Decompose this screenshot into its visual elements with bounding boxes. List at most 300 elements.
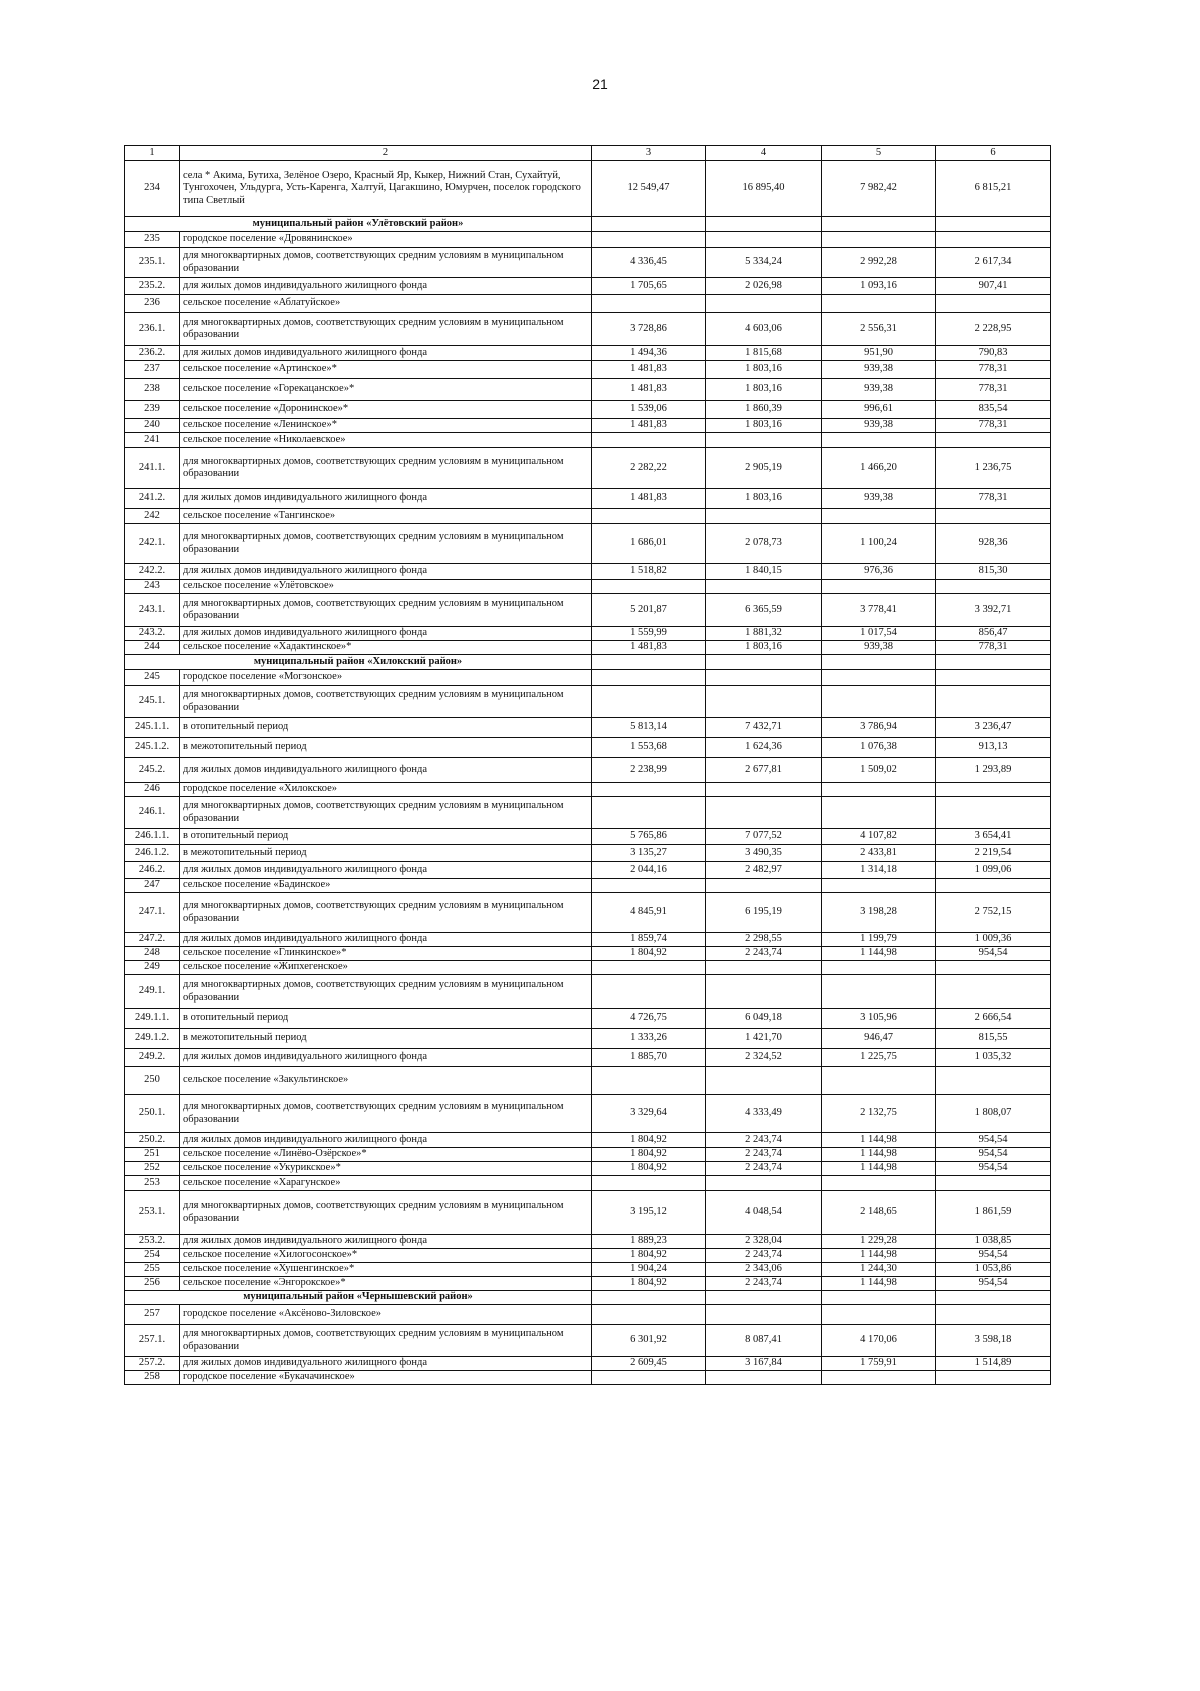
value-cell-col4 (706, 1305, 822, 1325)
table-row (125, 627, 1051, 641)
table-row (125, 295, 1051, 313)
row-number: 256 (125, 1277, 180, 1291)
row-number: 235.2. (125, 278, 180, 295)
value-cell-col4 (706, 879, 822, 893)
value-cell-col6: 2 752,15 (936, 893, 1051, 933)
row-number: 239 (125, 401, 180, 419)
row-description: для многоквартирных домов, соответствующих средним условиям в муниципальном образовании (180, 1095, 592, 1133)
row-number: 245.1.2. (125, 738, 180, 758)
value-cell-col6 (936, 670, 1051, 686)
value-cell-col3: 2 044,16 (592, 862, 706, 879)
value-cell-col4: 1 803,16 (706, 489, 822, 509)
value-cell-col6: 778,31 (936, 641, 1051, 655)
value-cell-col3: 2 282,22 (592, 448, 706, 489)
value-cell-col4: 4 048,54 (706, 1191, 822, 1235)
row-number: 247 (125, 879, 180, 893)
empty-cell (822, 217, 936, 232)
row-number: 247.2. (125, 933, 180, 947)
table-row (125, 1249, 1051, 1263)
value-cell-col4 (706, 961, 822, 975)
value-cell-col5 (822, 670, 936, 686)
value-cell-col3: 1 518,82 (592, 564, 706, 580)
value-cell-col5: 4 170,06 (822, 1325, 936, 1357)
value-cell-col5: 946,47 (822, 1029, 936, 1049)
value-cell-col4: 2 482,97 (706, 862, 822, 879)
value-cell-col5: 1 144,98 (822, 1277, 936, 1291)
value-cell-col6 (936, 580, 1051, 594)
value-cell-col3: 3 329,64 (592, 1095, 706, 1133)
tariff-table (124, 145, 1051, 1385)
table-row (125, 1176, 1051, 1191)
value-cell-col5: 1 314,18 (822, 862, 936, 879)
value-cell-col3 (592, 670, 706, 686)
value-cell-col3: 12 549,47 (592, 161, 706, 217)
value-cell-col4: 3 167,84 (706, 1357, 822, 1371)
value-cell-col6 (936, 509, 1051, 524)
value-cell-col6: 2 617,34 (936, 248, 1051, 278)
value-cell-col4: 2 243,74 (706, 1133, 822, 1148)
value-cell-col4: 2 243,74 (706, 1162, 822, 1176)
row-number: 242 (125, 509, 180, 524)
value-cell-col6: 1 808,07 (936, 1095, 1051, 1133)
value-cell-col3: 1 804,92 (592, 1249, 706, 1263)
section-title: муниципальный район «Чернышевский район» (125, 1291, 592, 1305)
row-description: для многоквартирных домов, соответствующих средним условиям в муниципальном образовании (180, 1325, 592, 1357)
value-cell-col5 (822, 975, 936, 1009)
value-cell-col5: 1 017,54 (822, 627, 936, 641)
value-cell-col4 (706, 1067, 822, 1095)
table-row (125, 419, 1051, 433)
value-cell-col4: 1 881,32 (706, 627, 822, 641)
value-cell-col5 (822, 232, 936, 248)
value-cell-col6: 2 666,54 (936, 1009, 1051, 1029)
row-description: городское поселение «Букачачинское» (180, 1371, 592, 1385)
row-number: 257.1. (125, 1325, 180, 1357)
row-description: сельское поселение «Хадактинское»* (180, 641, 592, 655)
value-cell-col3: 4 845,91 (592, 893, 706, 933)
value-cell-col5: 1 144,98 (822, 1249, 936, 1263)
value-cell-col3: 2 238,99 (592, 758, 706, 783)
row-description: сельское поселение «Артинское»* (180, 361, 592, 379)
row-description: для многоквартирных домов, соответствующих средним условиям в муниципальном образовании (180, 313, 592, 346)
value-cell-col4: 16 895,40 (706, 161, 822, 217)
value-cell-col4: 2 243,74 (706, 1277, 822, 1291)
value-cell-col6 (936, 1067, 1051, 1095)
value-cell-col3: 1 804,92 (592, 947, 706, 961)
empty-cell (822, 1291, 936, 1305)
value-cell-col4: 2 328,04 (706, 1235, 822, 1249)
value-cell-col3 (592, 797, 706, 829)
value-cell-col3: 4 336,45 (592, 248, 706, 278)
table-row (125, 1133, 1051, 1148)
row-number: 258 (125, 1371, 180, 1385)
value-cell-col6: 1 038,85 (936, 1235, 1051, 1249)
section-title: муниципальный район «Улётовский район» (125, 217, 592, 232)
value-cell-col5: 1 466,20 (822, 448, 936, 489)
value-cell-col3 (592, 783, 706, 797)
empty-cell (592, 655, 706, 670)
value-cell-col3: 5 765,86 (592, 829, 706, 845)
row-description: сельское поселение «Укурикское»* (180, 1162, 592, 1176)
value-cell-col4: 4 333,49 (706, 1095, 822, 1133)
value-cell-col6 (936, 783, 1051, 797)
value-cell-col5 (822, 1371, 936, 1385)
table-row (125, 1325, 1051, 1357)
row-number: 247.1. (125, 893, 180, 933)
value-cell-col3: 1 481,83 (592, 489, 706, 509)
value-cell-col5 (822, 295, 936, 313)
empty-cell (592, 217, 706, 232)
value-cell-col6: 3 392,71 (936, 594, 1051, 627)
row-description: сельское поселение «Аблатуйское» (180, 295, 592, 313)
header-cell-1: 1 (125, 146, 180, 161)
row-description: сельское поселение «Тангинское» (180, 509, 592, 524)
row-description: для многоквартирных домов, соответствующих средним условиям в муниципальном образовании (180, 524, 592, 564)
table-row (125, 718, 1051, 738)
row-description: для многоквартирных домов, соответствующих средним условиям в муниципальном образовании (180, 893, 592, 933)
section-title: муниципальный район «Хилокский район» (125, 655, 592, 670)
value-cell-col5: 4 107,82 (822, 829, 936, 845)
value-cell-col3 (592, 295, 706, 313)
table-row (125, 961, 1051, 975)
value-cell-col3: 6 301,92 (592, 1325, 706, 1357)
value-cell-col5: 1 076,38 (822, 738, 936, 758)
row-description: для жилых домов индивидуального жилищного фонда (180, 1357, 592, 1371)
value-cell-col3: 4 726,75 (592, 1009, 706, 1029)
table-row (125, 1095, 1051, 1133)
value-cell-col3: 1 889,23 (592, 1235, 706, 1249)
row-description: для жилых домов индивидуального жилищного фонда (180, 933, 592, 947)
value-cell-col5: 1 144,98 (822, 1162, 936, 1176)
row-number: 245.1. (125, 686, 180, 718)
row-number: 238 (125, 379, 180, 401)
value-cell-col4 (706, 686, 822, 718)
value-cell-col6: 2 228,95 (936, 313, 1051, 346)
value-cell-col4: 3 490,35 (706, 845, 822, 862)
value-cell-col6: 778,31 (936, 419, 1051, 433)
value-cell-col3: 2 609,45 (592, 1357, 706, 1371)
row-number: 246.1.1. (125, 829, 180, 845)
value-cell-col6 (936, 1305, 1051, 1325)
value-cell-col6: 928,36 (936, 524, 1051, 564)
row-description: для жилых домов индивидуального жилищного фонда (180, 862, 592, 879)
value-cell-col4: 1 840,15 (706, 564, 822, 580)
table-row (125, 738, 1051, 758)
value-cell-col3: 1 481,83 (592, 361, 706, 379)
value-cell-col6: 835,54 (936, 401, 1051, 419)
table-row (125, 1305, 1051, 1325)
value-cell-col6: 1 009,36 (936, 933, 1051, 947)
table-row (125, 1357, 1051, 1371)
value-cell-col4: 1 815,68 (706, 346, 822, 361)
value-cell-col3: 1 859,74 (592, 933, 706, 947)
value-cell-col3 (592, 433, 706, 448)
row-description: в отопительный период (180, 829, 592, 845)
value-cell-col5 (822, 1305, 936, 1325)
table-row (125, 893, 1051, 933)
value-cell-col6: 907,41 (936, 278, 1051, 295)
table-row (125, 1263, 1051, 1277)
value-cell-col4 (706, 295, 822, 313)
value-cell-col3: 1 539,06 (592, 401, 706, 419)
table-row (125, 489, 1051, 509)
section-row (125, 217, 1051, 232)
value-cell-col5: 2 556,31 (822, 313, 936, 346)
value-cell-col6 (936, 433, 1051, 448)
section-row (125, 1291, 1051, 1305)
value-cell-col3: 1 333,26 (592, 1029, 706, 1049)
row-description: сельское поселение «Ленинское»* (180, 419, 592, 433)
row-number: 257 (125, 1305, 180, 1325)
row-description: городское поселение «Дровянинское» (180, 232, 592, 248)
row-number: 242.1. (125, 524, 180, 564)
row-number: 249 (125, 961, 180, 975)
value-cell-col4: 5 334,24 (706, 248, 822, 278)
row-number: 237 (125, 361, 180, 379)
row-number: 249.1.2. (125, 1029, 180, 1049)
value-cell-col6: 954,54 (936, 1162, 1051, 1176)
value-cell-col6 (936, 879, 1051, 893)
table-row (125, 1148, 1051, 1162)
table-row (125, 346, 1051, 361)
table-row (125, 379, 1051, 401)
row-number: 235.1. (125, 248, 180, 278)
row-description: сельское поселение «Доронинское»* (180, 401, 592, 419)
row-number: 251 (125, 1148, 180, 1162)
table-row (125, 1277, 1051, 1291)
row-number: 248 (125, 947, 180, 961)
table-row (125, 509, 1051, 524)
value-cell-col4: 4 603,06 (706, 313, 822, 346)
value-cell-col5: 2 148,65 (822, 1191, 936, 1235)
table-row (125, 933, 1051, 947)
table-row (125, 783, 1051, 797)
row-number: 254 (125, 1249, 180, 1263)
value-cell-col5 (822, 433, 936, 448)
value-cell-col5: 1 144,98 (822, 1133, 936, 1148)
row-number: 241 (125, 433, 180, 448)
row-description: сельское поселение «Харагунское» (180, 1176, 592, 1191)
row-description: села * Акима, Бутиха, Зелёное Озеро, Красный Яр, Кыкер, Нижний Стан, Сухайтуй, Тунгохочен, Ульдурга, Усть-Каренга, Халтуй, Цагакшино, Юмурчен, поселок городского типа Светлый (180, 161, 592, 217)
value-cell-col4: 2 078,73 (706, 524, 822, 564)
value-cell-col4 (706, 975, 822, 1009)
table-row (125, 564, 1051, 580)
value-cell-col5: 951,90 (822, 346, 936, 361)
row-number: 252 (125, 1162, 180, 1176)
table-row (125, 670, 1051, 686)
row-description: для жилых домов индивидуального жилищного фонда (180, 1049, 592, 1067)
value-cell-col5: 2 433,81 (822, 845, 936, 862)
value-cell-col5: 2 132,75 (822, 1095, 936, 1133)
value-cell-col6: 3 598,18 (936, 1325, 1051, 1357)
value-cell-col3: 1 481,83 (592, 641, 706, 655)
row-description: в отопительный период (180, 1009, 592, 1029)
value-cell-col4 (706, 1176, 822, 1191)
table-row (125, 1049, 1051, 1067)
value-cell-col6 (936, 295, 1051, 313)
value-cell-col5 (822, 783, 936, 797)
row-number: 245.1.1. (125, 718, 180, 738)
value-cell-col5: 939,38 (822, 379, 936, 401)
row-description: сельское поселение «Бадинское» (180, 879, 592, 893)
value-cell-col5: 996,61 (822, 401, 936, 419)
value-cell-col3: 5 813,14 (592, 718, 706, 738)
value-cell-col4: 2 026,98 (706, 278, 822, 295)
empty-cell (822, 655, 936, 670)
row-description: для многоквартирных домов, соответствующих средним условиям в муниципальном образовании (180, 975, 592, 1009)
row-number: 246.1. (125, 797, 180, 829)
section-row (125, 655, 1051, 670)
value-cell-col3 (592, 1176, 706, 1191)
value-cell-col3 (592, 580, 706, 594)
table-row (125, 1009, 1051, 1029)
table-row (125, 278, 1051, 295)
value-cell-col5: 7 982,42 (822, 161, 936, 217)
row-number: 236.2. (125, 346, 180, 361)
table-row (125, 448, 1051, 489)
value-cell-col6: 954,54 (936, 1249, 1051, 1263)
table-row (125, 641, 1051, 655)
value-cell-col5: 1 144,98 (822, 947, 936, 961)
value-cell-col6: 1 053,86 (936, 1263, 1051, 1277)
row-description: городское поселение «Хилокское» (180, 783, 592, 797)
row-number: 236 (125, 295, 180, 313)
header-cell-4: 4 (706, 146, 822, 161)
row-number: 234 (125, 161, 180, 217)
value-cell-col4 (706, 433, 822, 448)
value-cell-col6: 954,54 (936, 1148, 1051, 1162)
table-row (125, 232, 1051, 248)
value-cell-col6 (936, 975, 1051, 1009)
value-cell-col4: 2 905,19 (706, 448, 822, 489)
value-cell-col5 (822, 1067, 936, 1095)
value-cell-col4: 1 860,39 (706, 401, 822, 419)
table-row (125, 829, 1051, 845)
value-cell-col5: 976,36 (822, 564, 936, 580)
row-description: в межотопительный период (180, 738, 592, 758)
value-cell-col4: 2 324,52 (706, 1049, 822, 1067)
row-number: 241.1. (125, 448, 180, 489)
table-row (125, 401, 1051, 419)
table-row (125, 758, 1051, 783)
row-description: для жилых домов индивидуального жилищного фонда (180, 564, 592, 580)
value-cell-col5: 1 759,91 (822, 1357, 936, 1371)
value-cell-col6: 790,83 (936, 346, 1051, 361)
row-description: сельское поселение «Улётовское» (180, 580, 592, 594)
value-cell-col3 (592, 686, 706, 718)
row-description: городское поселение «Аксёново-Зиловское» (180, 1305, 592, 1325)
row-number: 246.1.2. (125, 845, 180, 862)
value-cell-col6: 954,54 (936, 1133, 1051, 1148)
row-description: для жилых домов индивидуального жилищного фонда (180, 489, 592, 509)
row-number: 246.2. (125, 862, 180, 879)
value-cell-col6: 778,31 (936, 379, 1051, 401)
row-number: 250.2. (125, 1133, 180, 1148)
value-cell-col4: 2 298,55 (706, 933, 822, 947)
table-row (125, 947, 1051, 961)
value-cell-col3 (592, 1067, 706, 1095)
row-description: для жилых домов индивидуального жилищного фонда (180, 1133, 592, 1148)
value-cell-col4: 8 087,41 (706, 1325, 822, 1357)
value-cell-col6: 6 815,21 (936, 161, 1051, 217)
value-cell-col6: 1 514,89 (936, 1357, 1051, 1371)
value-cell-col5: 939,38 (822, 641, 936, 655)
header-cell-6: 6 (936, 146, 1051, 161)
row-number: 257.2. (125, 1357, 180, 1371)
table-row (125, 433, 1051, 448)
table-row (125, 879, 1051, 893)
value-cell-col5: 939,38 (822, 419, 936, 433)
row-description: городское поселение «Могзонское» (180, 670, 592, 686)
row-number: 244 (125, 641, 180, 655)
empty-cell (936, 1291, 1051, 1305)
row-description: для многоквартирных домов, соответствующих средним условиям в муниципальном образовании (180, 448, 592, 489)
table-row (125, 361, 1051, 379)
row-description: сельское поселение «Хушенгинское»* (180, 1263, 592, 1277)
table-row (125, 1162, 1051, 1176)
value-cell-col3: 1 686,01 (592, 524, 706, 564)
row-number: 253.1. (125, 1191, 180, 1235)
row-number: 245.2. (125, 758, 180, 783)
value-cell-col6: 1 861,59 (936, 1191, 1051, 1235)
value-cell-col5: 1 100,24 (822, 524, 936, 564)
empty-cell (706, 1291, 822, 1305)
value-cell-col6 (936, 232, 1051, 248)
table-row (125, 1029, 1051, 1049)
value-cell-col3: 1 885,70 (592, 1049, 706, 1067)
value-cell-col5: 1 199,79 (822, 933, 936, 947)
row-description: в межотопительный период (180, 845, 592, 862)
value-cell-col5: 3 778,41 (822, 594, 936, 627)
value-cell-col6 (936, 686, 1051, 718)
value-cell-col6 (936, 797, 1051, 829)
value-cell-col3: 1 494,36 (592, 346, 706, 361)
value-cell-col5 (822, 580, 936, 594)
value-cell-col4: 1 421,70 (706, 1029, 822, 1049)
value-cell-col5: 1 244,30 (822, 1263, 936, 1277)
value-cell-col4: 2 243,74 (706, 947, 822, 961)
row-description: сельское поселение «Горекацанское»* (180, 379, 592, 401)
row-description: сельское поселение «Николаевское» (180, 433, 592, 448)
value-cell-col4: 7 077,52 (706, 829, 822, 845)
row-number: 249.1. (125, 975, 180, 1009)
value-cell-col4 (706, 670, 822, 686)
row-number: 249.2. (125, 1049, 180, 1067)
row-description: в межотопительный период (180, 1029, 592, 1049)
header-row (125, 146, 1051, 161)
value-cell-col4: 6 195,19 (706, 893, 822, 933)
row-number: 255 (125, 1263, 180, 1277)
value-cell-col3: 5 201,87 (592, 594, 706, 627)
row-number: 235 (125, 232, 180, 248)
row-description: сельское поселение «Глинкинское»* (180, 947, 592, 961)
value-cell-col5: 939,38 (822, 361, 936, 379)
value-cell-col3 (592, 232, 706, 248)
value-cell-col6: 815,30 (936, 564, 1051, 580)
value-cell-col3: 3 135,27 (592, 845, 706, 862)
value-cell-col3 (592, 961, 706, 975)
value-cell-col4: 2 343,06 (706, 1263, 822, 1277)
value-cell-col4: 1 803,16 (706, 361, 822, 379)
table-row (125, 248, 1051, 278)
row-number: 236.1. (125, 313, 180, 346)
value-cell-col5: 2 992,28 (822, 248, 936, 278)
value-cell-col3 (592, 975, 706, 1009)
row-description: для жилых домов индивидуального жилищного фонда (180, 758, 592, 783)
value-cell-col5 (822, 797, 936, 829)
value-cell-col5 (822, 961, 936, 975)
value-cell-col5: 1 225,75 (822, 1049, 936, 1067)
